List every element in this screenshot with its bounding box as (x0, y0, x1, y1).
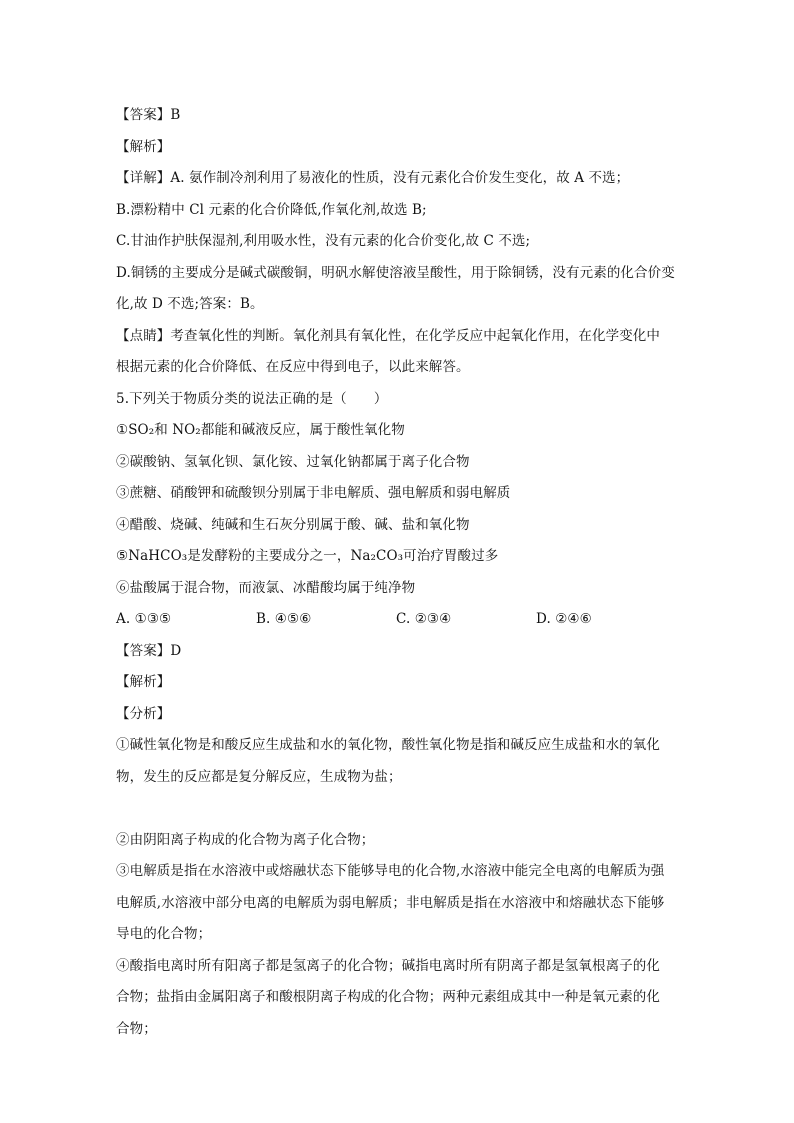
statement-2: ②碳酸钠、氢氧化钡、氯化铵、过氧化钠都属于离子化合物 (116, 453, 470, 470)
tip-line-cont: 根据元素的化合价降低、在反应中得到电子，以此来解答。 (116, 359, 470, 375)
statement-1: ①SO₂和 NO₂都能和碱液反应，属于酸性氧化物 (116, 422, 405, 438)
breakdown-1: ①碱性氧化物是和酸反应生成盐和水的氧化物，酸性氧化物是指和碱反应生成盐和水的氧化 (116, 737, 660, 753)
detail-line-d-cont: 化,故 D 不选;答案：B。 (116, 296, 264, 312)
breakdown-2: ②由阴阳离子构成的化合物为离子化合物； (116, 831, 375, 848)
statement-5: ⑤NaHCO₃是发酵粉的主要成分之一，Na₂CO₃可治疗胃酸过多 (116, 548, 499, 564)
breakdown-4-end: 合物； (116, 1020, 157, 1037)
answer-line-5: 【答案】D (116, 642, 182, 659)
detail-line-d: D.铜锈的主要成分是碱式碳酸铜，明矾水解使溶液呈酸性，用于除铜锈，没有元素的化合价变 (116, 264, 675, 281)
document-page (116, 100, 676, 1045)
statement-4: ④醋酸、烧碱、纯碱和生石灰分别属于酸、碱、盐和氧化物 (116, 516, 470, 533)
statement-6: ⑥盐酸属于混合物，而液氯、冰醋酸均属于纯净物 (116, 579, 416, 596)
detail-line-b: B.漂粉精中 Cl 元素的化合价降低,作氧化剂,故选 B; (116, 201, 427, 218)
breakdown-3: ③电解质是指在水溶液中或熔融状态下能够导电的化合物,水溶液中能完全电离的电解质为强 (116, 863, 665, 879)
option-b: B. ④⑤⑥ (256, 611, 312, 627)
statement-3: ③蔗糖、硝酸钾和硫酸钡分别属于非电解质、强电解质和弱电解质 (116, 485, 511, 501)
question-5-stem: 5.下列关于物质分类的说法正确的是（ ） (116, 390, 388, 407)
breakdown-heading: 【分析】 (116, 705, 171, 722)
detail-line-c: C.甘油作护肤保湿剂,利用吸水性，没有元素的化合价变化,故 C 不选; (116, 233, 531, 249)
breakdown-3-end: 导电的化合物； (116, 926, 212, 942)
option-a: A. ①③⑤ (116, 611, 172, 627)
option-d: D. ②④⑥ (536, 611, 592, 627)
answer-options (116, 604, 676, 636)
option-c: C. ②③④ (396, 611, 452, 627)
analysis-heading-5: 【解析】 (116, 674, 171, 690)
blank-line (116, 793, 676, 825)
breakdown-3-cont: 电解质,水溶液中部分电离的电解质为弱电解质；非电解质是指在水溶液中和熔融状态下能够 (116, 894, 665, 911)
breakdown-4: ④酸指电离时所有阳离子都是氢离子的化合物；碱指电离时所有阴离子都是氢氧根离子的化 (116, 957, 660, 974)
answer-line: 【答案】B (116, 107, 181, 123)
tip-line: 【点睛】考查氧化性的判断。氧化剂具有氧化性，在化学反应中起氧化作用，在化学变化中 (116, 327, 660, 344)
breakdown-4-cont: 合物；盐指由金属阳离子和酸根阴离子构成的化合物；两种元素组成其中一种是氧元素的化 (116, 989, 660, 1005)
detail-line-a: 【详解】A. 氨作制冷剂利用了易液化的性质，没有元素化合价发生变化，故 A 不选； (116, 170, 630, 186)
analysis-heading: 【解析】 (116, 138, 171, 155)
breakdown-1-cont: 物，发生的反应都是复分解反应，生成物为盐； (116, 768, 402, 785)
